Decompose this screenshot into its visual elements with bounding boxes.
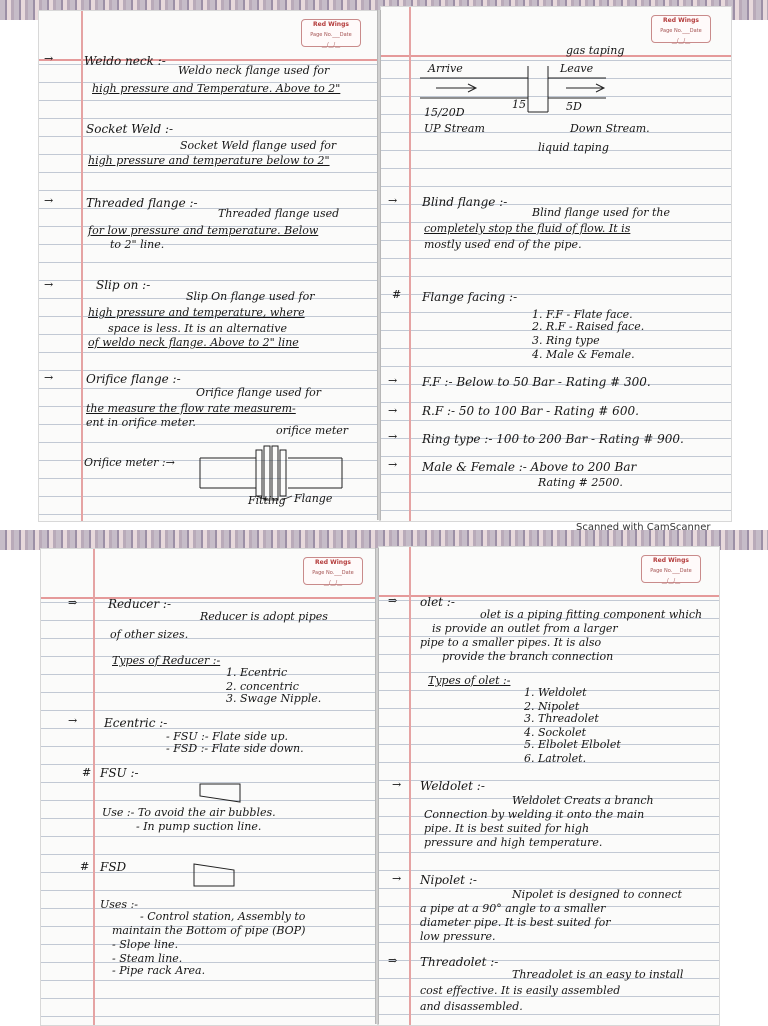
handwritten-line: of weldo neck flange. Above to 2" line	[88, 336, 299, 349]
handwritten-line: UP Stream	[424, 122, 485, 135]
handwritten-line: R.F :- 50 to 100 Bar - Rating # 600.	[422, 404, 639, 418]
handwritten-line: mostly used end of the pipe.	[424, 238, 582, 251]
handwritten-line: Threadolet :-	[420, 955, 499, 969]
handwritten-line: Reducer is adopt pipes	[200, 610, 328, 623]
handwritten-line: - FSU :- Flate side up.	[166, 730, 289, 743]
handwritten-line: 3. Ring type	[532, 334, 600, 347]
page-header-stamp: Red Wings Page No.___Date __/__/__	[651, 15, 711, 43]
handwritten-line: space is less. It is an alternative	[108, 322, 288, 335]
handwritten-line: Ecentric :-	[104, 716, 168, 730]
handwritten-line: 1. F.F - Flate face.	[532, 308, 633, 321]
handwritten-line: pipe to a smaller pipes. It is also	[420, 636, 602, 649]
handwritten-line: high pressure and temperature below to 2"	[88, 154, 330, 167]
handwritten-line: maintain the Bottom of pipe (BOP)	[112, 924, 306, 937]
handwritten-line: Slip On flange used for	[186, 290, 315, 303]
scanner-watermark: Scanned with CamScanner	[576, 522, 711, 533]
handwritten-line: Weldolet :-	[420, 779, 485, 793]
handwritten-line: →	[388, 404, 398, 417]
handwritten-line: Blind flange used for the	[532, 206, 671, 219]
handwritten-line: 2. concentric	[226, 680, 299, 693]
handwritten-line: Types of Reducer :-	[112, 654, 221, 667]
handwritten-line: Arrive	[428, 62, 463, 75]
handwritten-line: →	[44, 52, 54, 65]
handwritten-line: Rating # 2500.	[538, 476, 623, 489]
handwritten-line: high pressure and Temperature. Above to 2"	[92, 82, 341, 95]
handwritten-line: high pressure and temperature, where	[88, 306, 305, 319]
handwritten-line: is provide an outlet from a larger	[432, 622, 618, 635]
page-header-stamp: Red Wings Page No.___Date __/__/__	[303, 557, 363, 585]
handwritten-line: a pipe at a 90° angle to a smaller	[420, 902, 606, 915]
handwritten-line: #	[82, 766, 92, 779]
handwritten-line: provide the branch connection	[442, 650, 614, 663]
handwritten-line: and disassembled.	[420, 1000, 523, 1013]
handwritten-line: FSU :-	[100, 766, 139, 780]
handwritten-line: FSD	[100, 860, 127, 874]
handwritten-line: F.F :- Below to 50 Bar - Rating # 300.	[422, 375, 651, 389]
handwritten-line: #	[80, 860, 90, 873]
handwritten-line: Slip on :-	[96, 278, 151, 292]
handwritten-line: 15	[512, 98, 526, 111]
handwritten-line: Weldo neck :-	[84, 54, 166, 68]
notebook-spine-top	[377, 10, 381, 520]
handwritten-line: 2. R.F - Raised face.	[532, 320, 645, 333]
handwritten-line: #	[392, 288, 402, 301]
handwritten-line: →	[392, 872, 402, 885]
handwritten-line: →	[388, 458, 398, 471]
handwritten-line: →	[44, 194, 54, 207]
handwritten-line: Types of olet :-	[428, 674, 511, 687]
handwritten-line: - In pump suction line.	[136, 820, 262, 833]
handwritten-line: Orifice flange :-	[86, 372, 181, 386]
handwritten-line: Orifice flange used for	[196, 386, 322, 399]
handwritten-line: gas taping	[566, 44, 625, 57]
handwritten-line: 5. Elbolet Elbolet	[524, 738, 621, 751]
handwritten-line: Orifice meter :→	[84, 456, 175, 469]
handwritten-line: →	[44, 278, 54, 291]
handwritten-line: Ring type :- 100 to 200 Bar - Rating # 900.	[422, 432, 684, 446]
handwritten-line: ⇒	[68, 596, 78, 609]
handwritten-line: →	[392, 778, 402, 791]
handwritten-line: 4. Male & Female.	[532, 348, 635, 361]
handwritten-line: 3. Threadolet	[524, 712, 599, 725]
handwritten-line: diameter pipe. It is best suited for	[420, 916, 611, 929]
handwritten-line: olet :-	[420, 595, 455, 609]
handwritten-line: orifice meter	[276, 424, 349, 437]
handwritten-line: →	[388, 194, 398, 207]
handwritten-line: Flange facing :-	[422, 290, 518, 304]
handwritten-line: Nipolet is designed to connect	[512, 888, 682, 901]
fsu-reducer-sketch	[196, 780, 246, 806]
handwritten-line: 6. Latrolet.	[524, 752, 587, 765]
handwritten-line: 5D	[566, 100, 582, 113]
handwritten-line: Threaded flange used	[218, 207, 340, 220]
handwritten-line: to 2" line.	[110, 238, 165, 251]
page-header-stamp: Red Wings Page No.___Date __/__/__	[301, 19, 361, 47]
handwritten-line: →	[388, 374, 398, 387]
handwritten-line: Weldo neck flange used for	[178, 64, 330, 77]
fsd-reducer-sketch	[190, 860, 240, 890]
handwritten-line: for low pressure and temperature. Below	[88, 224, 319, 237]
handwritten-line: 2. Nipolet	[524, 700, 580, 713]
handwritten-line: pipe. It is best suited for high	[424, 822, 590, 835]
handwritten-line: ent in orifice meter.	[86, 416, 196, 429]
handwritten-line: 15/20D	[424, 106, 465, 119]
handwritten-line: - Control station, Assembly to	[140, 910, 306, 923]
handwritten-line: Flange	[294, 492, 333, 505]
handwritten-line: Reducer :-	[108, 597, 172, 611]
handwritten-line: - Slope line.	[112, 938, 179, 951]
handwritten-line: liquid taping	[538, 141, 609, 154]
handwritten-line: cost effective. It is easily assembled	[420, 984, 621, 997]
notebook-spine-bottom	[375, 548, 379, 1024]
handwritten-line: Threadolet is an easy to install	[512, 968, 684, 981]
handwritten-line: of other sizes.	[110, 628, 189, 641]
handwritten-line: Down Stream.	[570, 122, 650, 135]
handwritten-line: Socket Weld :-	[86, 122, 174, 136]
handwritten-line: Uses :-	[100, 898, 138, 911]
handwritten-line: Socket Weld flange used for	[180, 139, 337, 152]
handwritten-line: Weldolet Creats a branch	[512, 794, 654, 807]
handwritten-line: 3. Swage Nipple.	[226, 692, 322, 705]
handwritten-line: pressure and high temperature.	[424, 836, 603, 849]
handwritten-line: Threaded flange :-	[86, 196, 198, 210]
handwritten-line: - Steam line.	[112, 952, 183, 965]
handwritten-line: Fitting	[248, 494, 286, 507]
handwritten-line: olet is a piping fitting component which	[480, 608, 703, 621]
handwritten-line: Blind flange :-	[422, 195, 508, 209]
handwritten-line: Use :- To avoid the air bubbles.	[102, 806, 276, 819]
handwritten-line: ⇒	[388, 954, 398, 967]
handwritten-line: the measure the flow rate measurem-	[86, 402, 296, 415]
handwritten-line: - FSD :- Flate side down.	[166, 742, 304, 755]
handwritten-line: →	[388, 430, 398, 443]
handwritten-line: 1. Weldolet	[524, 686, 587, 699]
handwritten-line: →	[68, 714, 78, 727]
handwritten-line: Male & Female :- Above to 200 Bar	[422, 460, 637, 474]
handwritten-line: Connection by welding it onto the main	[424, 808, 645, 821]
handwritten-line: low pressure.	[420, 930, 496, 943]
page-header-stamp: Red Wings Page No.___Date __/__/__	[641, 555, 701, 583]
handwritten-line: Nipolet :-	[420, 873, 477, 887]
handwritten-line: 1. Ecentric	[226, 666, 288, 679]
handwritten-line: 4. Sockolet	[524, 726, 587, 739]
handwritten-line: Leave	[560, 62, 594, 75]
handwritten-line: completely stop the fluid of flow. It is	[424, 222, 631, 235]
handwritten-line: →	[44, 371, 54, 384]
handwritten-line: ⇒	[388, 594, 398, 607]
handwritten-line: - Pipe rack Area.	[112, 964, 206, 977]
